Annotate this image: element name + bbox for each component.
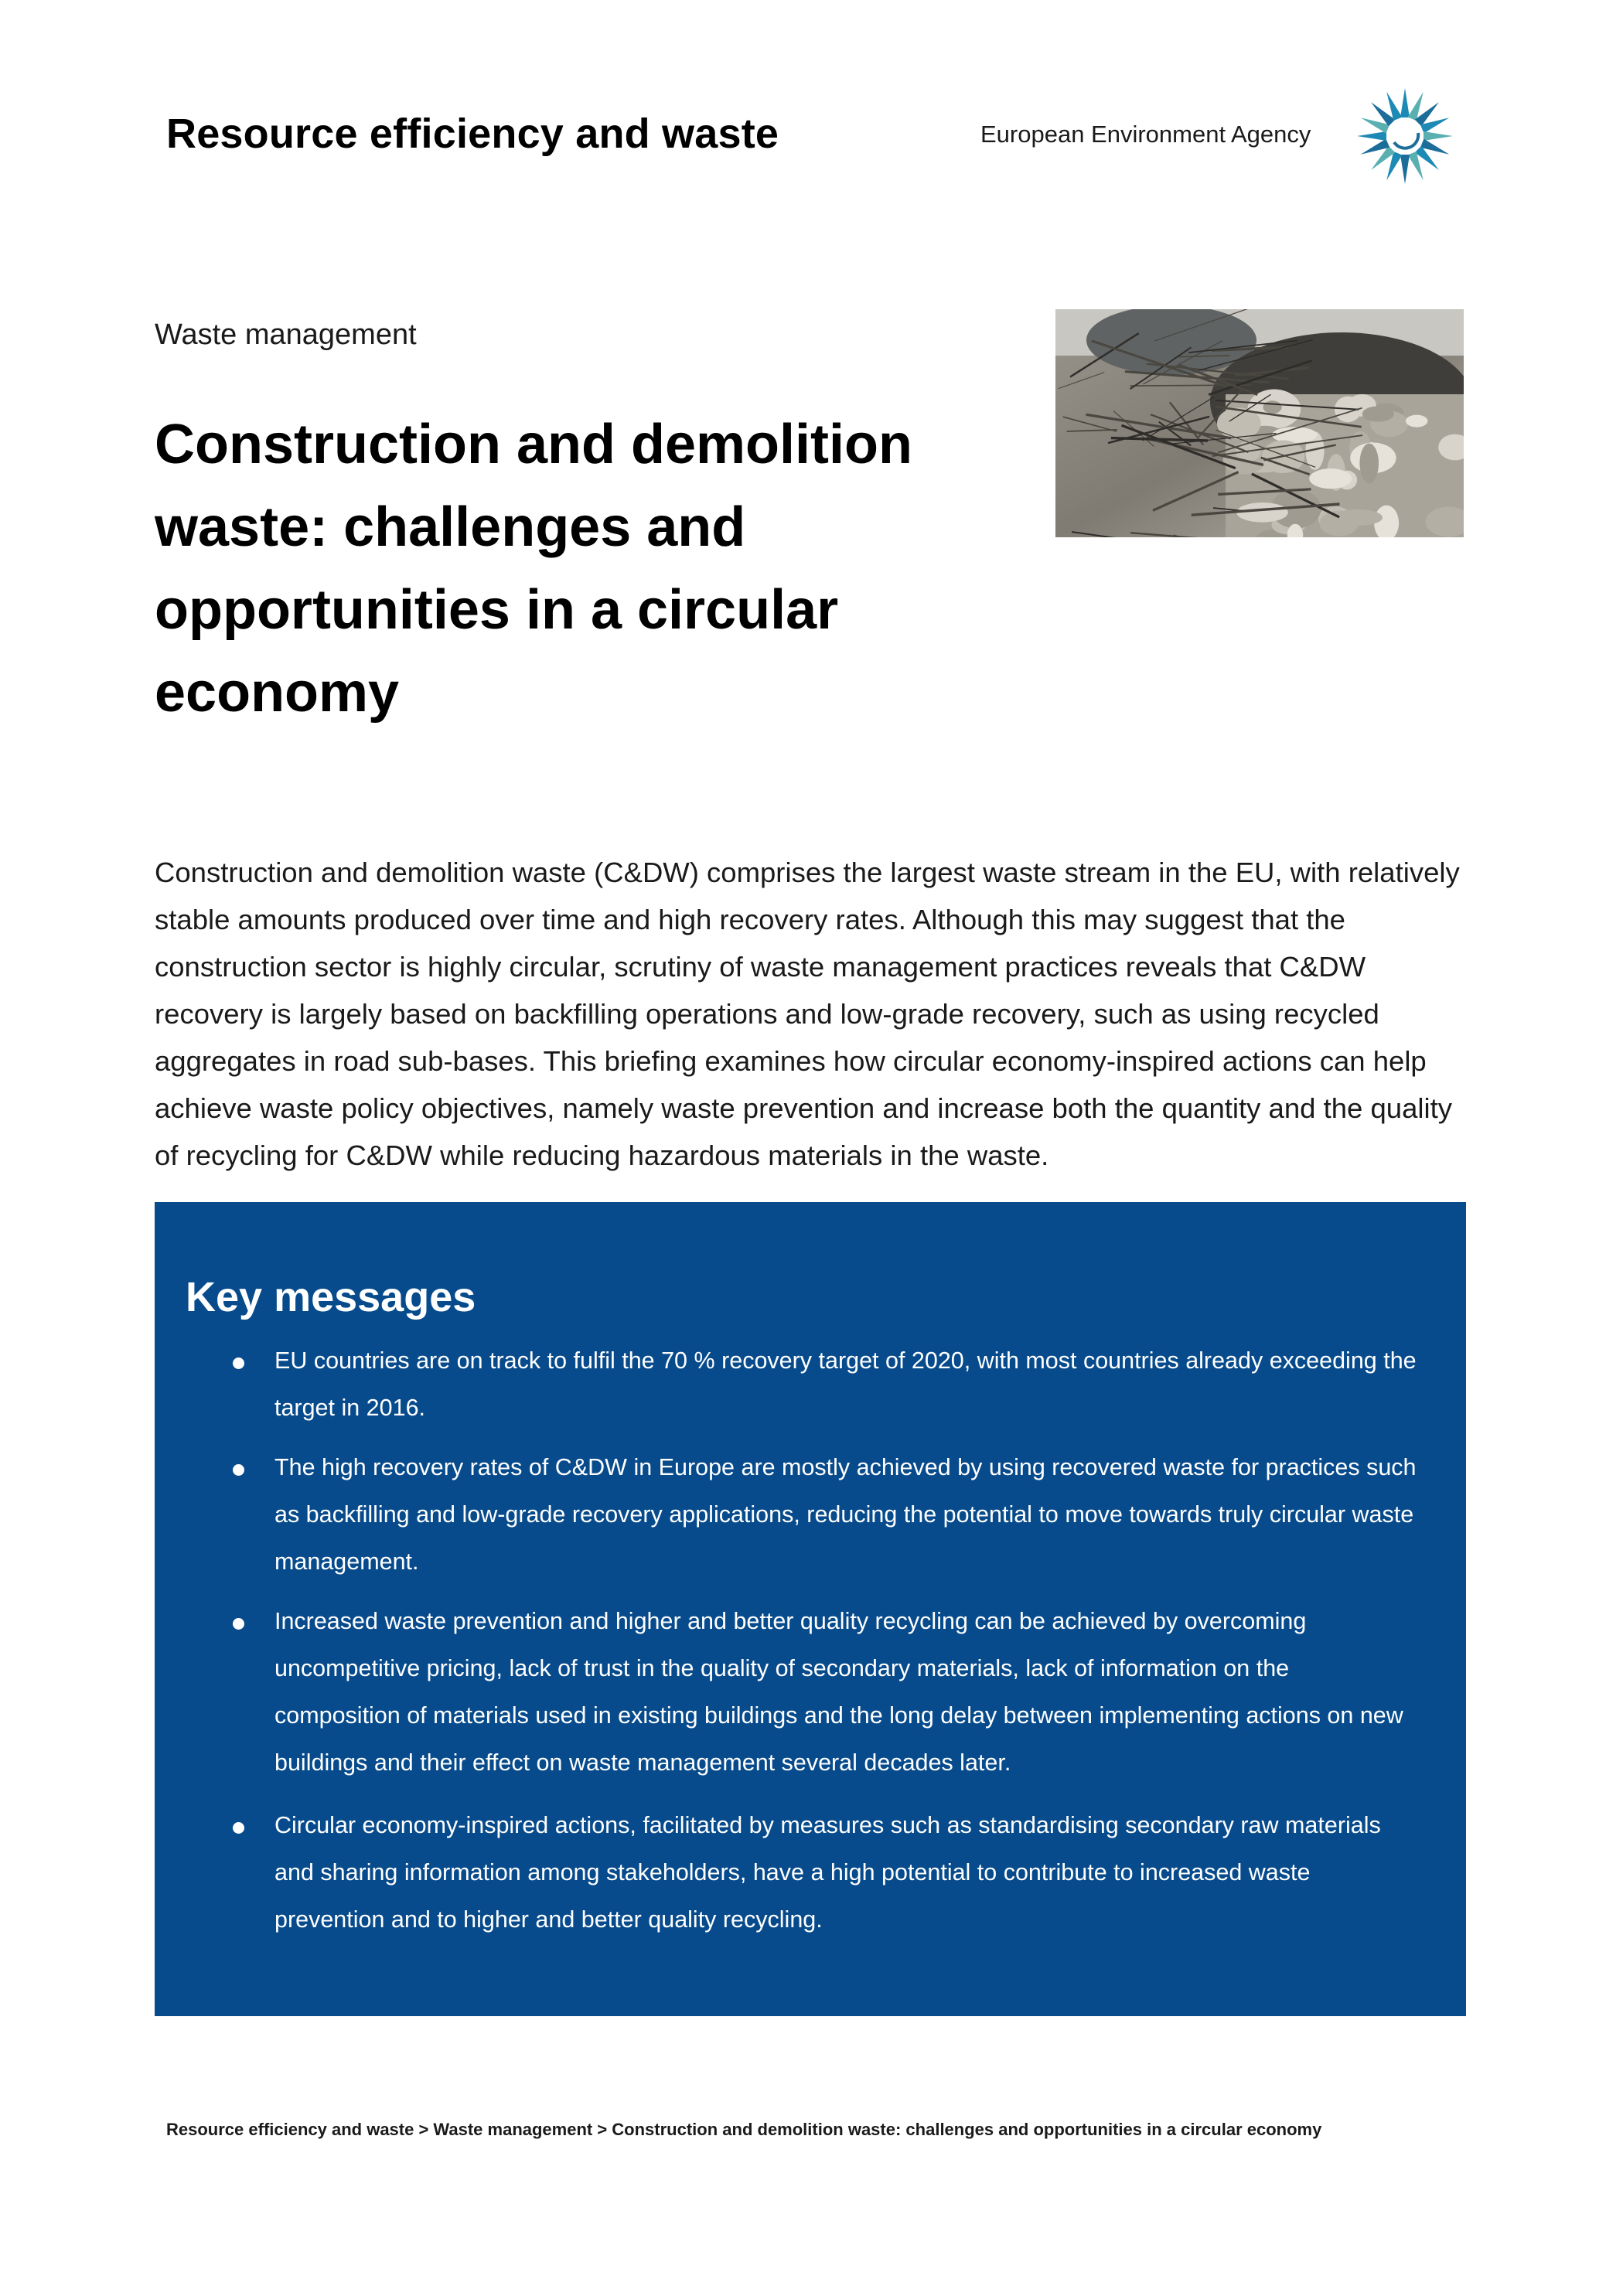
bullet-icon: [233, 1822, 244, 1834]
key-message-text: EU countries are on track to fulfil the 70 % recovery target of 2020, with most countries already exceeding the target in 2016.: [274, 1347, 1417, 1421]
header-title: Resource efficiency and waste: [166, 111, 779, 157]
key-message-text: Increased waste prevention and higher and better quality recycling can be achieved by overcoming uncompetitive pricing, lack of trust in the quality of secondary materials, lack of information on the composition of materials used in existing buildings and the long delay between implementing actions on new buildings and their effect on waste management several decades later.: [274, 1608, 1403, 1776]
key-message-text: The high recovery rates of C&DW in Europe are mostly achieved by using recovered waste for practices such as backfilling and low-grade recovery applications, reducing the potential to move towards truly circular waste management.: [274, 1454, 1417, 1575]
key-messages-heading: Key messages: [186, 1274, 476, 1320]
footer-breadcrumb: Resource efficiency and waste > Waste management > Construction and demolition waste: challenges and opportunities in a circular economy: [166, 2120, 1322, 2139]
key-message-text: Circular economy-inspired actions, facilitated by measures such as standardising secondary raw materials and sharing information among stakeholders, have a high potential to contribute to increased waste prevention and to higher and better quality recycling.: [274, 1812, 1381, 1933]
key-message-item: [274, 1444, 1419, 1586]
key-message-item: [274, 1337, 1419, 1432]
key-message-item: [274, 1802, 1419, 1943]
key-message-item: [274, 1598, 1419, 1787]
agency-name: European Environment Agency: [980, 121, 1311, 148]
page-title: Construction and demolition waste: challenges and opportunities in a circular economy: [155, 414, 912, 724]
bullet-icon: [233, 1358, 244, 1369]
intro-paragraph: Construction and demolition waste (C&DW) comprises the largest waste stream in the EU, with relatively stable amounts produced over time and high recovery rates. Although this may suggest that the construction sector is highly circular, scrutiny of waste management practices reveals that C&DW recovery is largely based on backfilling operations and low-grade recovery, such as using recycled aggregates in road sub-bases. This briefing examines how circular economy-inspired actions can help achieve waste policy objectives, namely waste prevention and increase both the quantity and the quality of recycling for C&DW while reducing hazardous materials in the waste.: [155, 857, 1460, 1171]
eea-logo-icon: [1349, 85, 1458, 186]
category-label: Waste management: [155, 319, 417, 351]
bullet-icon: [233, 1618, 244, 1630]
construction-debris-photo: [1055, 309, 1464, 537]
key-messages-box: [155, 1202, 1466, 2016]
bullet-icon: [233, 1464, 244, 1476]
